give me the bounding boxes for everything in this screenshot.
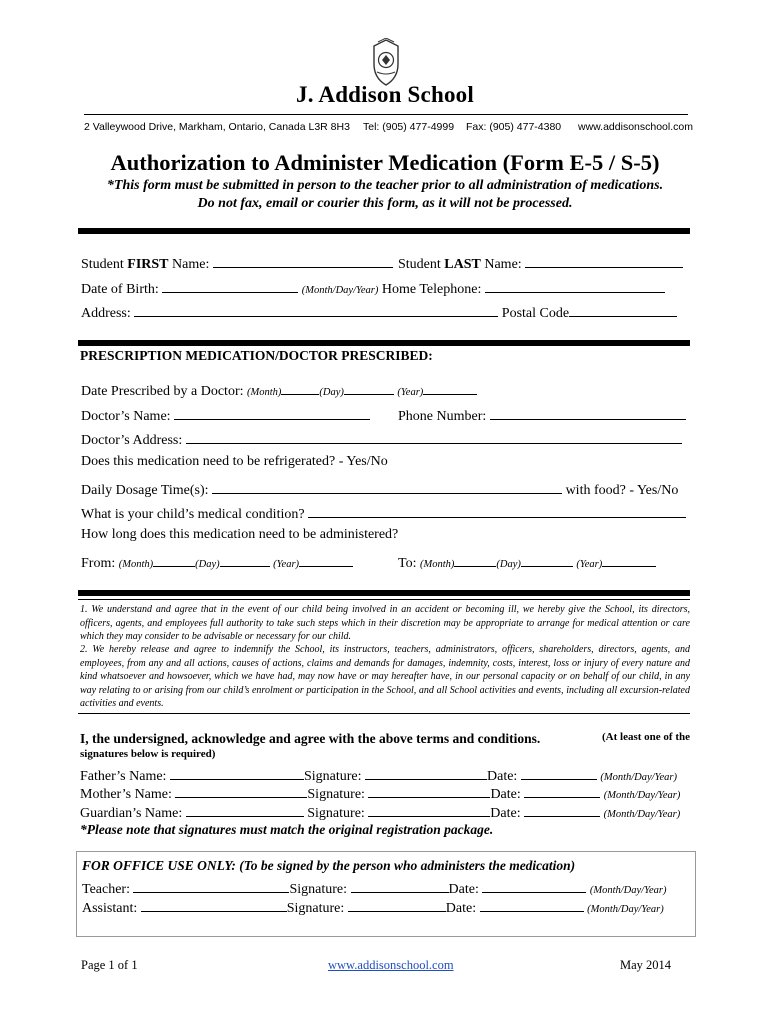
guardian-date-label: Date:	[490, 806, 521, 821]
assistant-date-hint: (Month/Day/Year)	[587, 904, 664, 915]
mother-signature-label: Signature:	[307, 787, 365, 802]
first-name-label-bold: FIRST	[127, 257, 169, 272]
signatures-note: *Please note that signatures must match the original registration package.	[80, 822, 494, 837]
prescribed-month-field[interactable]	[281, 380, 319, 395]
guardian-date-hint: (Month/Day/Year)	[603, 809, 681, 820]
teacher-label: Teacher:	[82, 882, 130, 897]
from-label: From:	[81, 556, 116, 571]
first-name-field[interactable]	[213, 253, 393, 268]
school-address: 2 Valleywood Drive, Markham, Ontario, Canada L3R 8H3	[84, 121, 350, 133]
guardian-row	[80, 802, 680, 822]
address-row	[81, 302, 677, 322]
duration-question: How long does this medication need to be administered?	[81, 527, 399, 542]
month-hint: (Month)	[247, 387, 282, 398]
mother-row	[80, 783, 680, 803]
father-name-field[interactable]	[170, 765, 304, 780]
last-name-label-pre: Student	[398, 257, 445, 272]
postal-field[interactable]	[569, 302, 677, 317]
address-label: Address:	[81, 306, 131, 321]
teacher-name-field[interactable]	[133, 878, 289, 893]
mother-date-hint: (Month/Day/Year)	[603, 790, 681, 801]
prescribed-day-field[interactable]	[344, 380, 394, 395]
form-title: Authorization to Administer Medication (Form E-5 / S-5)	[110, 150, 660, 175]
doctor-name-row	[81, 405, 370, 425]
from-year-field[interactable]	[299, 552, 353, 567]
to-month-field[interactable]	[454, 552, 496, 567]
date-prescribed-row	[81, 380, 477, 400]
assistant-date-label: Date:	[445, 901, 477, 916]
school-name: J. Addison School	[296, 82, 474, 107]
father-label: Father’s Name:	[80, 769, 167, 784]
student-first-name-row	[81, 253, 393, 273]
teacher-signature-label: Signature:	[289, 882, 348, 897]
condition-label: What is your child’s medical condition?	[81, 507, 305, 522]
assistant-date-field[interactable]	[480, 897, 584, 912]
dob-row	[81, 278, 665, 298]
guardian-date-field[interactable]	[524, 802, 600, 817]
home-phone-label: Home Telephone:	[381, 282, 482, 297]
header-divider	[84, 114, 688, 115]
doctor-address-label: Doctor’s Address:	[81, 433, 183, 448]
page-number: Page 1 of 1	[81, 958, 138, 972]
section-bar-student	[78, 228, 690, 234]
from-year-hint: (Year)	[273, 559, 300, 570]
from-month-field[interactable]	[153, 552, 195, 567]
postal-label: Postal Code	[501, 306, 570, 321]
school-fax: Fax: (905) 477-4380	[466, 121, 562, 133]
teacher-date-field[interactable]	[482, 878, 586, 893]
dosage-label: Daily Dosage Time(s):	[81, 483, 209, 498]
dosage-row	[81, 479, 678, 499]
phone-label: Phone Number:	[398, 409, 487, 424]
mother-signature-field[interactable]	[368, 783, 490, 798]
doctor-name-field[interactable]	[174, 405, 370, 420]
dob-field[interactable]	[162, 278, 298, 293]
terms-paragraph-1: 1. We understand and agree that in the event of our child being involved in an accident or becoming ill, we hereby give the School, its directors, officers, agents, and employees full authority to take such steps which in their discretion may be appropriate to arrange for medical attention or care which they may consider to be advisable or necessary for our child.	[80, 604, 690, 642]
address-field[interactable]	[134, 302, 498, 317]
prescription-heading: PRESCRIPTION MEDICATION/DOCTOR PRESCRIBED:	[80, 348, 433, 363]
father-date-field[interactable]	[521, 765, 597, 780]
teacher-date-label: Date:	[448, 882, 479, 897]
teacher-row	[82, 878, 666, 898]
school-crest-icon	[366, 38, 406, 88]
doctor-address-field[interactable]	[186, 429, 682, 444]
assistant-row	[82, 897, 664, 917]
teacher-date-hint: (Month/Day/Year)	[589, 885, 667, 896]
last-name-field[interactable]	[525, 253, 683, 268]
to-label: To:	[398, 556, 417, 571]
section-bar-terms	[78, 590, 690, 596]
student-last-name-row	[398, 253, 683, 273]
condition-field[interactable]	[308, 503, 686, 518]
acknowledgement-row	[80, 731, 690, 747]
refrigerated-question: Does this medication need to be refrigerated? - Yes/No	[81, 454, 388, 469]
signature-requirement-note-2: signatures below is required)	[80, 748, 216, 760]
mother-date-label: Date:	[490, 787, 521, 802]
to-year-hint: (Year)	[576, 559, 603, 570]
to-day-field[interactable]	[521, 552, 573, 567]
guardian-label: Guardian’s Name:	[80, 806, 183, 821]
form-notice-line1: *This form must be submitted in person to the teacher prior to all administration of medications.	[106, 178, 664, 193]
father-date-label: Date:	[487, 769, 518, 784]
section-bar-prescription	[78, 340, 690, 346]
to-row	[398, 552, 656, 572]
guardian-name-field[interactable]	[186, 802, 304, 817]
last-name-label-bold: LAST	[444, 257, 481, 272]
phone-field[interactable]	[490, 405, 686, 420]
school-website: www.addisonschool.com	[578, 121, 693, 133]
guardian-signature-field[interactable]	[368, 802, 490, 817]
from-day-hint: (Day)	[195, 559, 220, 570]
dob-label: Date of Birth:	[81, 282, 159, 297]
assistant-name-field[interactable]	[141, 897, 287, 912]
from-day-field[interactable]	[220, 552, 270, 567]
terms-paragraph-2: 2. We hereby release and agree to indemnify the School, its instructors, teachers, administrators, officers, shareholders, directors, agents, and employees, from any and all actions, causes of actions, claims and demands for damages, indemnity, costs, interest, loss or injury of every nature and kind whatsoever and howsoever, which we have had, may now have or may hereafter have, in our personal capacity or on behalf of our child, in any way relating to or arising from our child’s enrolment or participation in the School, and all School activities and events, including all excursion-related activities and events.	[80, 644, 690, 709]
acknowledgement-statement: I, the undersigned, acknowledge and agree with the above terms and conditions.	[80, 731, 541, 746]
office-use-heading: FOR OFFICE USE ONLY: (To be signed by the person who administers the medication)	[82, 858, 576, 873]
signature-requirement-note-1: (At least one of the	[602, 731, 690, 743]
dob-hint: (Month/Day/Year)	[301, 285, 379, 296]
assistant-label: Assistant:	[82, 901, 138, 916]
father-signature-label: Signature:	[303, 769, 362, 784]
mother-name-field[interactable]	[175, 783, 307, 798]
phone-row	[398, 405, 686, 425]
mother-label: Mother’s Name:	[80, 787, 172, 802]
assistant-signature-label: Signature:	[286, 901, 345, 916]
prescribed-year-field[interactable]	[423, 380, 477, 395]
last-name-label-post: Name:	[480, 257, 522, 272]
first-name-label-post: Name:	[168, 257, 210, 272]
guardian-signature-label: Signature:	[307, 806, 365, 821]
first-name-label-pre: Student	[81, 257, 128, 272]
day-hint: (Day)	[319, 387, 344, 398]
dosage-field[interactable]	[212, 479, 562, 494]
home-phone-field[interactable]	[485, 278, 665, 293]
father-row	[80, 765, 677, 785]
footer-website-link[interactable]: www.addisonschool.com	[328, 958, 454, 972]
mother-date-field[interactable]	[524, 783, 600, 798]
to-day-hint: (Day)	[496, 559, 521, 570]
father-signature-field[interactable]	[365, 765, 487, 780]
school-tel: Tel: (905) 477-4999	[363, 121, 455, 133]
to-year-field[interactable]	[602, 552, 656, 567]
with-food-label: with food? - Yes/No	[565, 483, 679, 498]
form-notice-line2: Do not fax, email or courier this form, as it will not be processed.	[197, 196, 573, 211]
date-prescribed-label: Date Prescribed by a Doctor:	[81, 384, 244, 399]
footer-date: May 2014	[620, 958, 672, 972]
doctor-name-label: Doctor’s Name:	[81, 409, 171, 424]
father-date-hint: (Month/Day/Year)	[600, 772, 677, 783]
doctor-address-row	[81, 429, 682, 449]
year-hint: (Year)	[397, 387, 424, 398]
to-month-hint: (Month)	[419, 559, 455, 570]
teacher-signature-field[interactable]	[351, 878, 449, 893]
assistant-signature-field[interactable]	[348, 897, 446, 912]
condition-row	[81, 503, 686, 523]
from-month-hint: (Month)	[118, 559, 154, 570]
from-row	[81, 552, 353, 572]
